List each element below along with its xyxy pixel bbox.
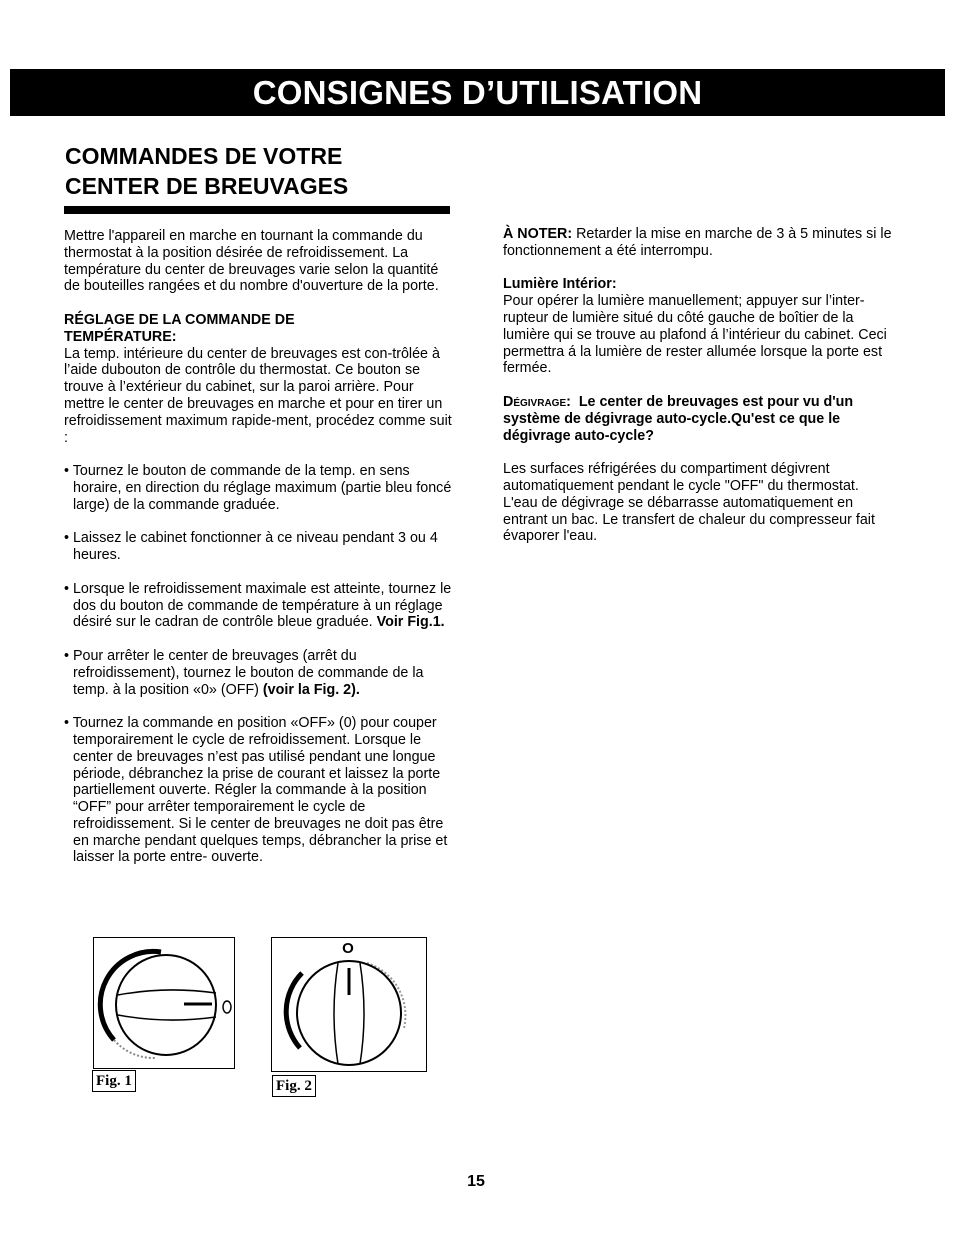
note-paragraph bbox=[503, 226, 895, 260]
figure-1-label: Fig. 1 bbox=[92, 1070, 136, 1092]
title-underline-rule bbox=[64, 206, 450, 214]
defrost-body: Les surfaces réfrigérées du compartiment dégivrent automatiquement pendant le cycle "OFF" du thermostat. L'eau de dégivrage se débarrasse automatiquement en entrant un bac. Le transfert de chaleur du compresseur fait évaporer l'eau. bbox=[503, 461, 875, 545]
dial-illustration-2 bbox=[272, 938, 426, 1071]
bullet-item bbox=[64, 648, 456, 698]
bullet-text: • Pour arrêter le center de breuvages (arrêt du refroidissement), tournez le bouton de commande de la temp. à la position «0» (OFF) bbox=[64, 647, 424, 698]
bullet-item: • Tournez la commande en position «OFF» (0) pour couper temporairement le cycle de refroidissement. Lorsque le center de breuvages n’est pas utilisé pendant une longue période, débranchez la prise de courant et laissez la porte partiellement ouverte. Régler la commande à la position “OFF” pour arrêter temporairement le cycle de refroidissement. Si le center de breuvages ne doit pas être en marche pendant quelques temps, débrancher la prise et laisser la porte entre- ouverte. bbox=[64, 715, 448, 866]
page-number: 15 bbox=[467, 1173, 485, 1190]
defrost-question: Le center de breuvages est pour vu d'un système de dégivrage auto-cycle.Qu'est ce que le dégivrage auto-cycle? bbox=[503, 393, 854, 444]
section-title-line2: CENTER DE BREUVAGES bbox=[65, 173, 349, 199]
intro-paragraph: Mettre l'appareil en marche en tournant la commande du thermostat à la position désirée de refroidissement. La température du center de breuvages varie selon la quantité de bouteilles rangées et du nombre d'ouverture de la porte. bbox=[64, 228, 439, 295]
section-title bbox=[65, 141, 455, 201]
defrost-label: Dégivrage: bbox=[503, 393, 571, 410]
light-body: Pour opérer la lumière manuellement; appuyer sur l’inter-rupteur de lumière situé du côté gauche de boîtier de la lumière qui se trouve au plafond á l’intérieur du cabinet. Ceci permettra á la lumière de rester allumée lorsque la porte est fermée. bbox=[503, 293, 887, 377]
bullet-item: • Laissez le cabinet fonctionner à ce niveau pendant 3 ou 4 heures. bbox=[64, 530, 438, 564]
figure-reference: Voir Fig.1. bbox=[376, 614, 445, 631]
light-heading: Lumière Intérior: bbox=[503, 276, 617, 293]
page-banner bbox=[10, 69, 945, 116]
dial-illustration-1 bbox=[94, 938, 234, 1068]
page-title: CONSIGNES D’UTILISATION bbox=[252, 74, 703, 111]
bullet-text: • Lorsque le refroidissement maximale est atteinte, tournez le dos du bouton de commande de température à un réglage désiré sur le cadran de contrôle bleue graduée. bbox=[64, 580, 452, 631]
right-column bbox=[503, 226, 895, 562]
light-section bbox=[503, 276, 895, 377]
note-label: À NOTER: bbox=[503, 226, 573, 242]
defrost-section bbox=[503, 394, 895, 444]
section-title-line1: COMMANDES DE VOTRE bbox=[65, 143, 343, 169]
figure-2-dial bbox=[271, 937, 427, 1072]
temperature-body: La temp. intérieure du center de breuvages est con-trôlée à l’aide dubouton de contrôle du thermostat. Ce bouton se trouve à l’extérieur du cabinet, sur la paroi arrière. Pour mettre le center de breuvages en marche et pour en tirer un refroidissement maximum rapide-ment, procédez comme suit : bbox=[64, 345, 452, 446]
figure-2-label: Fig. 2 bbox=[272, 1075, 316, 1097]
figure-reference: (voir la Fig. 2). bbox=[262, 681, 360, 698]
temperature-heading: RÉGLAGE DE LA COMMANDE DE TEMPÉRATURE: bbox=[64, 311, 295, 345]
bullet-item: • Tournez le bouton de commande de la temp. en sens horaire, en direction du réglage maximum (partie bleu foncé large) de la commande graduée. bbox=[64, 463, 452, 513]
bullet-item bbox=[64, 581, 456, 631]
temperature-section bbox=[64, 312, 456, 446]
note-text: Retarder la mise en marche de 3 à 5 minutes si le fonctionnement a été interrompu. bbox=[503, 226, 892, 259]
zero-mark: O bbox=[342, 940, 354, 957]
left-column bbox=[64, 228, 456, 883]
figure-1-dial bbox=[93, 937, 235, 1069]
